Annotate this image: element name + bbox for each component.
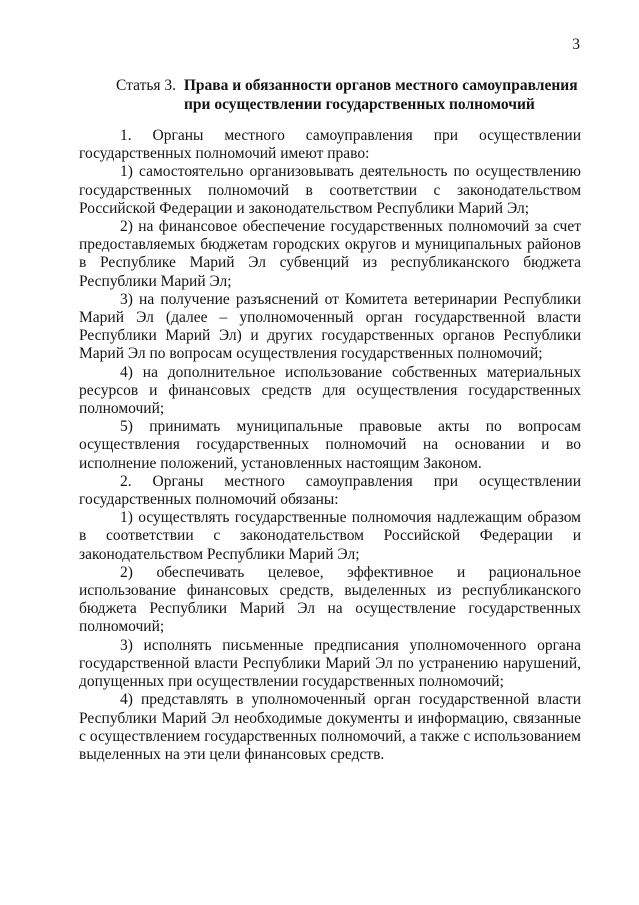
paragraph-1-item-2: 2) на финансовое обеспечение государственных полномочий за счет предоставляемых бюджетам городских округов и муниципальных районов в Республике Марий Эл субвенций из республиканского бюджета Республики Марий Эл; xyxy=(79,218,581,290)
article-label: Статья 3. xyxy=(116,77,177,94)
article-heading-line-2 xyxy=(116,95,581,114)
paragraph-2-item-2: 2) обеспечивать целевое, эффективное и рациональное использование финансовых средств, выделенных из республиканского бюджета Республики Марий Эл на осуществление государственных полномочий; xyxy=(79,563,581,636)
article-heading xyxy=(116,76,581,114)
article-body xyxy=(79,127,581,764)
paragraph-1-item-5: 5) принимать муниципальные правовые акты по вопросам осуществления государственных полномочий на основании и во исполнение положений, установленных настоящим Законом. xyxy=(79,418,581,472)
paragraph-1-item-1: 1) самостоятельно организовывать деятельность по осуществлению государственных полномочий в соответствии с законодательством Российской Федерации и законодательством Республики Марий Эл; xyxy=(79,163,581,217)
paragraph-2: 2. Органы местного самоуправления при осуществлении государственных полномочий обязаны: xyxy=(79,472,581,509)
paragraph-1-item-3: 3) на получение разъяснений от Комитета ветеринарии Республики Марий Эл (далее – уполномоченный орган государственной власти Республики Марий Эл) и других государственных органов Республики Марий Эл по вопросам осуществления государственных полномочий; xyxy=(79,290,581,363)
paragraph-2-item-3: 3) исполнять письменные предписания уполномоченного органа государственной власти Республики Марий Эл по устранению нарушений, допущенных при осуществлении государственных полномочий; xyxy=(79,636,581,691)
paragraph-2-item-4: 4) представлять в уполномоченный орган государственной власти Республики Марий Эл необходимые документы и информацию, связанные с осуществлением государственных полномочий, а также с использованием выделенных на эти цели финансовых средств. xyxy=(79,691,581,763)
paragraph-1-item-4: 4) на дополнительное использование собственных материальных ресурсов и финансовых средств для осуществления государственных полномочий; xyxy=(79,363,581,418)
paragraph-1: 1. Органы местного самоуправления при осуществлении государственных полномочий имеют право: xyxy=(79,127,581,163)
article-title-line-2: при осуществлении государственных полномочий xyxy=(184,96,535,113)
paragraph-2-item-1: 1) осуществлять государственные полномочия надлежащим образом в соответствии с законодательством Российской Федерации и законодательством Республики Марий Эл; xyxy=(79,509,581,563)
page-number: 3 xyxy=(572,36,580,53)
article-title-line-1: Права и обязанности органов местного самоуправления xyxy=(183,77,578,94)
article-heading-line-1 xyxy=(116,76,581,95)
